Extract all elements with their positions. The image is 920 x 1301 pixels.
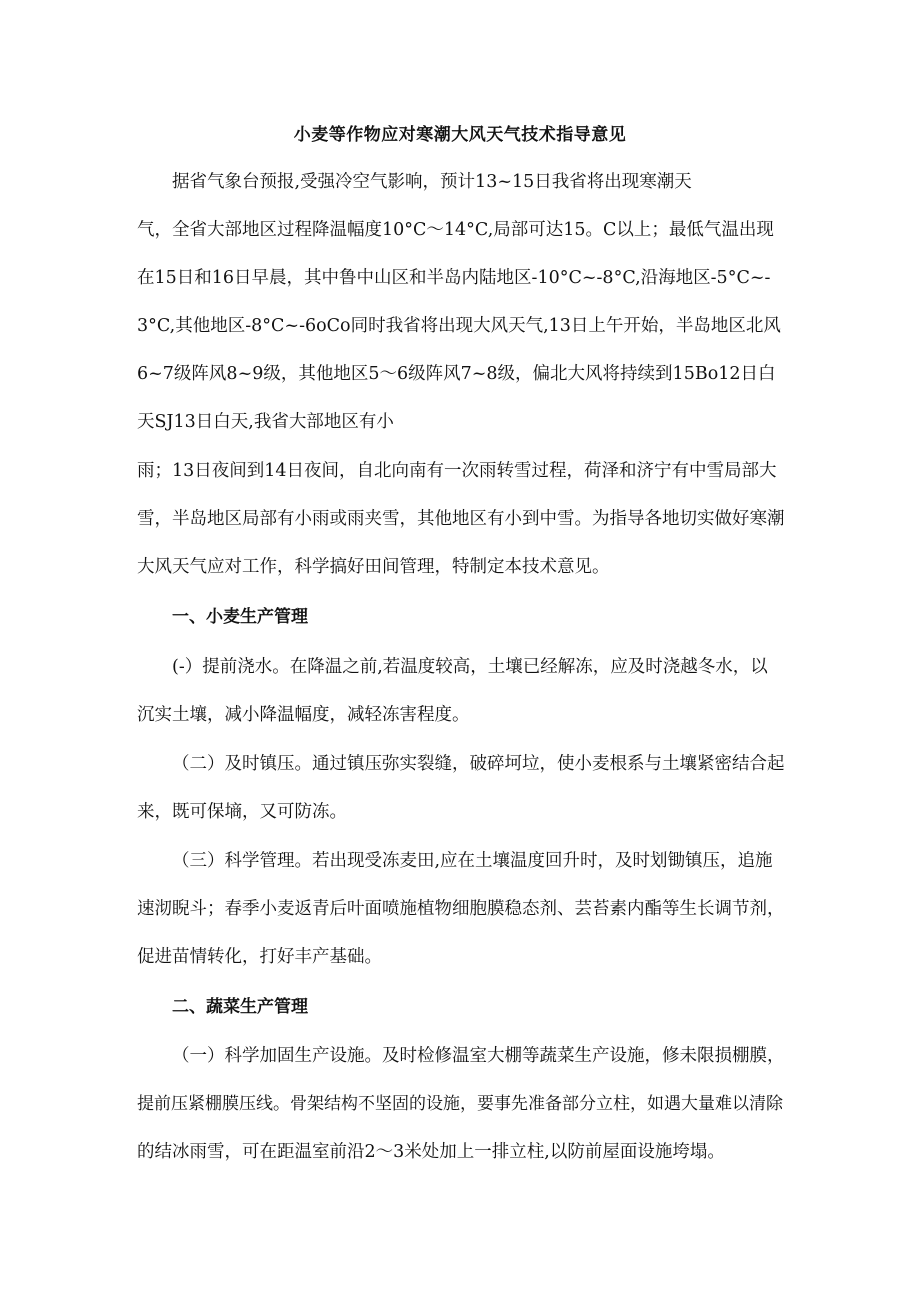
paragraph-line: 提前压紧棚膜压线。骨架结构不坚固的设施，要事先准备部分立柱，如遇大量难以清除 [137,1094,783,1114]
paragraph-line: 沉实土壤，减小降温幅度，减轻冻害程度。 [137,705,470,725]
paragraph-line: (-）提前浇水。在降温之前,若温度较高，土壤已经解冻，应及时浇越冬水，以 [172,657,768,677]
paragraph-line: 促进苗情转化，打好丰产基础。 [137,947,382,967]
section-heading-wheat: 一、小麦生产管理 [172,607,308,627]
paragraph-line: 来，既可保墒，又可防冻。 [137,802,347,822]
paragraph-line: （二）及时镇压。通过镇压弥实裂缝，破碎坷垃，使小麦根系与土壤紧密结合起 [172,754,785,774]
intro-line: 据省气象台预报,受强冷空气影响，预计13~15日我省将出现寒潮天 [172,172,692,192]
paragraph-line: （三）科学管理。若出现受冻麦田,应在土壤温度回升时，及时划锄镇压，追施 [172,851,773,871]
intro-line: 天SJ13日白天,我省大部地区有小 [137,412,394,432]
intro-line: 气，全省大部地区过程降温幅度10°C～14°C,局部可达15。C以上；最低气温出现 [137,220,774,240]
intro-line: 大风天气应对工作，科学搞好田间管理，特制定本技术意见。 [137,557,610,577]
paragraph-line: 的结冰雨雪，可在距温室前沿2～3米处加上一排立柱,以防前屋面设施垮塌。 [137,1142,725,1162]
intro-line: 雨；13日夜间到14日夜间，自北向南有一次雨转雪过程，荷泽和济宁有中雪局部大 [137,461,777,481]
intro-line: 6~7级阵风8~9级，其他地区5～6级阵风7~8级，偏北大风将持续到15Bo12日白 [137,364,776,384]
paragraph-line: （一）科学加固生产设施。及时检修温室大棚等蔬菜生产设施，修未限损棚膜， [172,1046,785,1066]
intro-line: 在15日和16日早晨，其中鲁中山区和半岛内陆地区-10°C~-8°C,沿海地区-5°C~- [137,268,771,288]
document-title: 小麦等作物应对寒潮大风天气技术指导意见 [293,125,627,145]
intro-line: 雪，半岛地区局部有小雨或雨夹雪，其他地区有小到中雪。为指导各地切实做好寒潮 [137,509,785,529]
paragraph-line: 速沏睨斗；春季小麦返青后叶面喷施植物细胞膜稳态剂、芸苔素内酯等生长调节剂， [137,899,785,919]
section-heading-vegetables: 二、蔬菜生产管理 [172,997,308,1017]
intro-line: 3°C,其他地区-8°C~-6oCo同时我省将出现大风天气,13日上午开始，半岛地区北风 [137,316,781,336]
